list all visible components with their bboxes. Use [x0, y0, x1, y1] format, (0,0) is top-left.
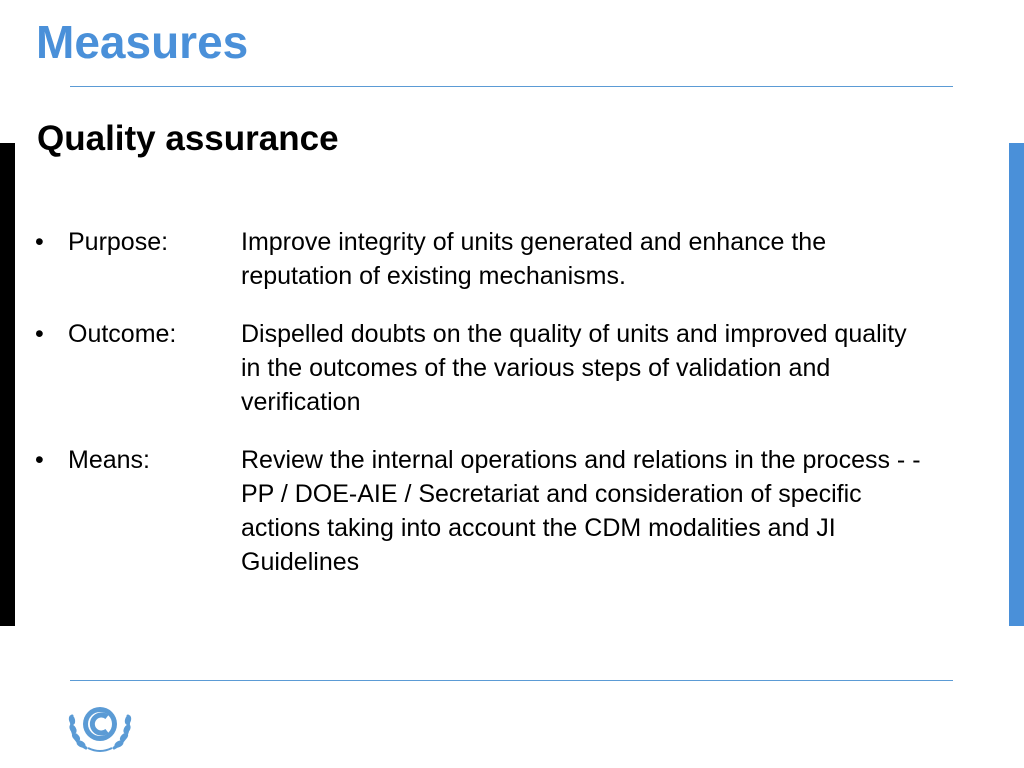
left-accent-bar: [0, 143, 15, 626]
bullet-item-purpose: [35, 225, 935, 293]
bullet-item-means: [35, 443, 935, 579]
item-text: Review the internal operations and relations in the process - - PP / DOE-AIE / Secretariat and consideration of specific actions taking into account the CDM modalities and JI Guidelines: [241, 446, 921, 576]
item-text: Improve integrity of units generated and enhance the reputation of existing mechanisms.: [241, 228, 827, 290]
item-text: Dispelled doubts on the quality of units and improved quality in the outcomes of the various steps of validation and verification: [241, 320, 907, 416]
bottom-divider: [70, 680, 953, 681]
bullet-marker: •: [35, 446, 44, 474]
right-accent-bar: [1009, 143, 1024, 626]
top-divider: [70, 86, 953, 87]
item-label: Means:: [68, 446, 150, 474]
slide-title: Measures: [36, 16, 249, 68]
bullet-marker: •: [35, 228, 44, 256]
bullet-item-outcome: [35, 317, 935, 419]
slide-subtitle: Quality assurance: [37, 119, 339, 158]
item-label: Outcome:: [68, 320, 177, 348]
item-label: Purpose:: [68, 228, 169, 256]
unfccc-emblem-icon: [66, 698, 134, 754]
bullet-marker: •: [35, 320, 44, 348]
